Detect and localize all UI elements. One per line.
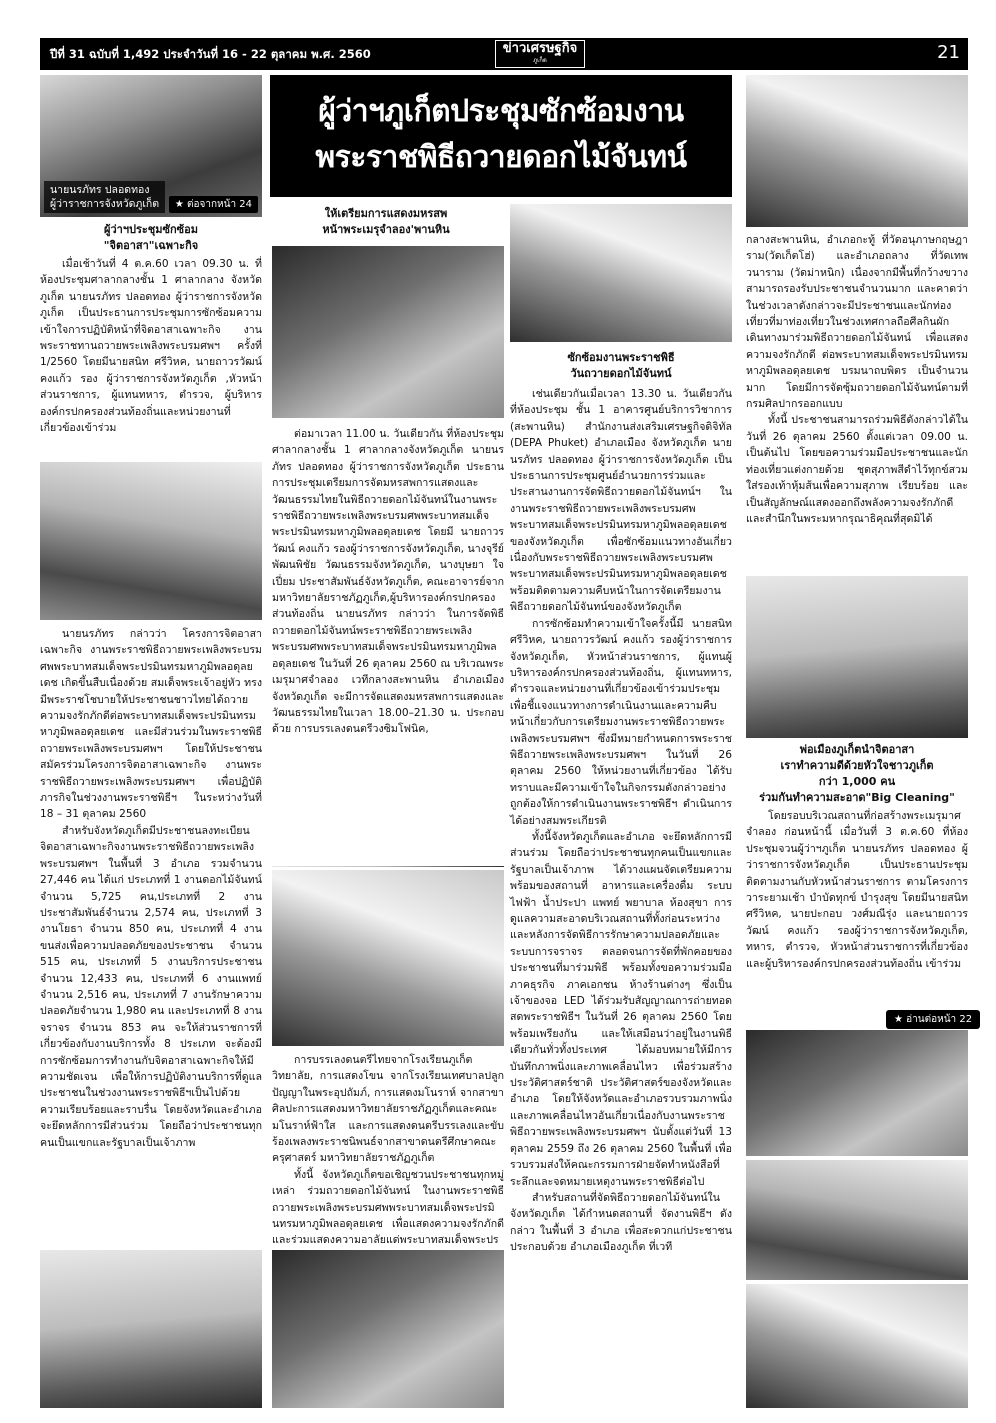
col4-heading-line4: ร่วมกันทำความสะอาด"Big Cleaning": [759, 791, 955, 804]
col4-heading-line3: กว่า 1,000 คน: [818, 775, 896, 788]
col2-para1: ต่อมาเวลา 11.00 น. วันเดียวกัน ที่ห้องประชุมศาลากลางชั้น 1 ศาลากลางจังหวัดภูเก็ต นายนรภัทร ปลอดทอง ผู้ว่าราชการจังหวัดภูเก็ต ประธานการประชุมเตรียมการจัดมหรสพการแสดงและวัฒนธรรมไทยในพิธีถวายดอกไม้จันทน์ในงานพระราชพิธีถวายพระเพลิงพระบรมศพพระบาทสมเด็จพระปรมินทรมหาภูมิพลอดุลยเดช โดยมี นายถาวรวัฒน์ คงแก้ว รองผู้ว่าราชการจังหวัดภูเก็ต, นางจุรีย์ พัฒนพิชัย วัฒนธรรมจังหวัดภูเก็ต, นางบุษยา ใจเปี่ยม ประชาสัมพันธ์จังหวัดภูเก็ต, คณะอาจารย์จากมหาวิทยาลัยราชภัฏภูเก็ต,ผู้บริหารองค์กรปกครองส่วนท้องถิ่น นายนรภัทร กล่าวว่า ในการจัดพิธีถวายดอกไม้จันทน์พระราชพิธีถวายพระเพลิงพระบรมศพพระบาทสมเด็จพระปรมินทรมหาภูมิพลอดุลยเดช ในวันที่ 26 ตุลาคม 2560 ณ บริเวณพระเมรุมาศจำลอง เวทีกลางสะพานหิน อำเภอเมืองจังหวัดภูเก็ต จะมีการจัดแสดงมหรสพการแสดงและวัฒนธรรมไทยในเวลา 18.00–21.30 น. ประกอบด้วย การบรรเลงดนตรีวงซิมโฟนิค,: [272, 428, 504, 736]
col4-text-a: [746, 232, 968, 572]
col1-heading-line1: ผู้ว่าฯประชุมซักซ้อม: [104, 223, 198, 236]
cleaning-photo-2: [746, 1030, 968, 1156]
col1-heading: [40, 222, 262, 254]
continued-from-tag[interactable]: [169, 196, 258, 213]
rehearsal-photo: [510, 204, 732, 342]
col4-para3: โดยรอบบริเวณสถานที่ก่อสร้างพระเมรุมาศจำลอง ก่อนหน้านี้ เมื่อวันที่ 3 ต.ค.60 ที่ห้องประชุมจวนผู้ว่าฯภูเก็ต นายนรภัทร ปลอดทอง ผู้ว่าราชการจังหวัดภูเก็ต เป็นประธานประชุมติดตามงานกับหัวหน้าส่วนราชการ ตามโครงการวาระยามเช้า บำบัดทุกข์ บำรุงสุข โดยมีนายสนิท ศรีวิหค, นายปะกอบ วงศ์มณีรุ่ง และนายถาวรวัฒน์ คงแก้ว รองผู้ว่าราชการจังหวัดภูเก็ต, ทหาร, ตำรวจ, หัวหน้าส่วนราชการที่เกี่ยวข้อง และผู้บริหารองค์กรปกครองส่วนท้องถิ่น เข้าร่วม: [746, 810, 968, 970]
col1-text-a: [40, 256, 262, 456]
issue-line: ปีที่ 31 ฉบับที่ 1,492 ประจำวันที่ 16 - 22 ตุลาคม พ.ศ. 2560: [50, 47, 371, 61]
col3-heading-line2: วันถวายดอกไม้จันทน์: [570, 367, 672, 380]
newspaper-logo: [495, 40, 585, 68]
governor-photo: [40, 75, 262, 217]
masthead: [40, 38, 968, 70]
officials-photo-bottom-left: [40, 1250, 262, 1408]
col2-text-a: [272, 426, 504, 866]
col3-para4: สำหรับสถานที่จัดพิธีถวายดอกไม้จันทน์ในจังหวัดภูเก็ต ได้กำหนดสถานที่ จัดงานพิธีฯ ดังกล่าว ในพื้นที่ 3 อำเภอ เพื่อสะดวกแก่ประชาชน ประกอบด้วย อำเภอเมืองภูเก็ต ที่เวที: [510, 1191, 732, 1254]
meeting-photo-col1: [40, 462, 262, 620]
continued-on-tag[interactable]: [886, 1010, 980, 1029]
cleaning-photo-1: [746, 576, 968, 738]
group-photo-top-right: [746, 75, 968, 227]
spacer-3: [272, 866, 504, 867]
continued-on-label: อ่านต่อหน้า 22: [906, 1014, 973, 1025]
page-number: 21: [937, 42, 960, 63]
audience-photo: [272, 870, 504, 1046]
star-icon: ★: [174, 199, 184, 210]
col2-text-b: [272, 1052, 504, 1248]
col1-heading-line2: "จิตอาสา"เฉพาะกิจ: [103, 239, 199, 252]
col3-heading-line1: ซักซ้อมงานพระราชพิธี: [567, 351, 675, 364]
governor-caption: [44, 181, 165, 213]
speaker-photo: [272, 246, 504, 418]
star-icon: ★: [894, 1014, 903, 1025]
col2-heading: [270, 206, 502, 238]
col3-para3: ทั้งนี้จังหวัดภูเก็ตและอำเภอ จะยึดหลักการมีส่วนร่วม โดยถือว่าประชาชนทุกคนเป็นแขกและรัฐบาลเป็นเจ้าภาพ ได้วางแผนจัดเตรียมความพร้อมของสถานที่ อาหารและเครื่องดื่ม ระบบไฟฟ้า น้ำประปา แพทย์ พยาบาล ห้องสุขา การดูแลความสะอาดบริเวณสถานที่ทั้งก่อนระหว่างและหลังการจัดพิธีการรักษาความปลอดภัยและระบบการจราจร ตลอดจนการจัดที่พักคอยของประชาชนที่มาร่วมพิธี พร้อมทั้งขอความร่วมมือภาคธุรกิจ ภาคเอกชน ห้างร้านต่างๆ ซึ่งเป็นเจ้าของจอ LED ได้ร่วมรับสัญญาณการถ่ายทอดสดพระราชพิธีฯ ในวันที่ 26 ตุลาคม 2560 โดยพร้อมเพรียงกัน และให้เสมือนว่าอยู่ในงานพิธีเดียวกันทั่วทั้งประเทศ ได้มอบหมายให้มีการบันทึกภาพนิ่งและภาพเคลื่อนไหว เพื่อร่วมสร้างประวัติศาสตร์ชาติ ประวัติศาสตร์ของจังหวัดและอำเภอ โดยให้จังหวัดและอำเภอรวบรวมภาพนิ่งและภาพเคลื่อนไหวอันเกี่ยวเนื่องกับงานพระราชพิธีถวายพระเพลิงพระบรมศพฯ นับตั้งแต่วันที่ 13 ตุลาคม 2559 ถึง 26 ตุลาคม 2560 ในพื้นที่ เพื่อรวบรวมส่งให้คณะกรรมการฝ่ายจัดทำหนังสือที่ระลึกและจดหมายเหตุงานพระราชพิธีต่อไป: [510, 830, 732, 1188]
logo-title: ข่าวเศรษฐกิจ: [502, 41, 578, 56]
continued-from-label: ต่อจากหน้า 24: [187, 199, 252, 210]
main-headline: [270, 75, 732, 197]
ceremony-photo-bottom: [272, 1250, 504, 1408]
col3-text: [510, 386, 732, 1408]
col1-para1: เมื่อเช้าวันที่ 4 ต.ค.60 เวลา 09.30 น. ที่ห้องประชุมศาลากลางชั้น 1 ศาลากลาง จังหวัดภูเก็ต นายนรภัทร ปลอดทอง ผู้ว่าราชการจังหวัดภูเก็ต เป็นประธานการประชุมการซักซ้อมความเข้าใจการปฏิบัติหน้าที่จิตอาสาเฉพาะกิจ งานพระราชทานถวายพระเพลิงพระบรมศพฯ ครั้งที่ 1/2560 โดยมีนายสนิท ศรีวิหค, นายถาวรวัฒน์ คงแก้ว รอง ผู้ว่าราชการจังหวัดภูเก็ต ,หัวหน้าส่วนราชการ, ผู้แทนทหาร, ตำรวจ, ผู้บริหารองค์กรปกครองส่วนท้องถิ่นและหน่วยงานที่เกี่ยวข้องเข้าร่วม: [40, 258, 262, 435]
col2-heading-line2: หน้าพระเมรุจำลอง'พานหิน: [322, 223, 450, 236]
col1-text-b: [40, 626, 262, 1260]
governor-title: ผู้ว่าราชการจังหวัดภูเก็ต: [50, 198, 160, 210]
col1-para2: นายนรภัทร กล่าวว่า โครงการจิตอาสาเฉพาะกิจ งานพระราชพิธีถวายพระเพลิงพระบรมศพพระบาทสมเด็จพระปรมินทรมหาภูมิพลอดุลยเดช เกิดขึ้นสืบเนื่องด้วย สมเด็จพระเจ้าอยู่หัว ทรงมีพระราชโชบายให้ประชาชนชาวไทยได้ถวายความจงรักภักดีต่อพระบาทสมเด็จพระปรมินทรมหาภูมิพลอดุลยเดช และมีส่วนร่วมในพระราชพิธีถวายพระเพลิงพระบรมศพฯ โดยให้ประชาชนสมัครร่วมโครงการจิตอาสาเฉพาะกิจ งานพระราชพิธีถวายพระเพลิงพระบรมศพฯ เพื่อปฏิบัติภารกิจในช่วงงานพระราชพิธีฯ ในระหว่างวันที่ 18 – 31 ตุลาคม 2560: [40, 628, 262, 821]
col4-para2: ทั้งนี้ ประชาชนสามารถร่วมพิธีดังกล่าวได้ในวันที่ 26 ตุลาคม 2560 ตั้งแต่เวลา 09.00 น. เป็นต้นไป โดยขอความร่วมมือประชาชนและนักท่องเที่ยวแต่งกายด้วย ชุดสุภาพสีดำไว้ทุกข์สวมใส่รองเท้าหุ้มส้นเพื่อความสุภาพ เรียบร้อย และเป็นสัญลักษณ์แสดงออกถึงพลังความจงรักภักดีและสำนึกในพระมหากรุณาธิคุณที่สุดมิได้: [746, 414, 968, 525]
col4-heading-line1: พ่อเมืองภูเก็ตนำจิตอาสา: [799, 743, 915, 756]
col4-heading-line2: เราทำความดีด้วยหัวใจชาวภูเก็ต: [780, 759, 934, 772]
headline-line-2: พระราชพิธีถวายดอกไม้จันทน์: [315, 140, 687, 175]
col1-para3: สำหรับจังหวัดภูเก็ตมีประชาชนลงทะเบียนจิตอาสาเฉพาะกิจงานพระราชพิธีถวายพระเพลิงพระบรมศพฯ ในพื้นที่ 3 อำเภอ รวมจำนวน 27,446 คน ได้แก่ ประเภทที่ 1 งานดอกไม้จันทน์ จำนวน 5,725 คน,ประเภทที่ 2 งานประชาสัมพันธ์จำนวน 2,574 คน, ประเภทที่ 3 งานโยธา จำนวน 850 คน, ประเภทที่ 4 งานขนส่งเพื่อความปลอดภัยของประชาชน จำนวน 515 คน, ประเภทที่ 5 งานบริการประชาชน จำนวน 12,433 คน, ประเภทที่ 6 งานแพทย์ จำนวน 2,516 คน, ประเภทที่ 7 งานรักษาความปลอดภัยจำนวน 1,980 คน และประเภทที่ 8 งานจราจร จำนวน 853 คน จะให้ส่วนราชการที่เกี่ยวข้องกับงานบริการทั้ง 8 ประเภท จะต้องมีการซักซ้อมการทำงานกับจิตอาสาเฉพาะกิจให้มีความชัดเจน เพื่อให้การปฏิบัติงานบริการที่ดูแลประชาชนในช่วงงานพระราชพิธีฯเป็นไปด้วยความเรียบร้อยและราบรื่น โดยจังหวัดและอำเภอ จะยึดหลักการมีส่วนร่วม โดยถือว่าประชาชนทุกคนเป็นแขกและรัฐบาลเป็นเจ้าภาพ: [40, 824, 262, 1149]
cleaning-photo-3: [746, 1160, 968, 1280]
logo-sub: ภูเก็ต: [533, 57, 547, 64]
col3-para2: การซักซ้อมทำความเข้าใจครั้งนี้มี นายสนิท ศรีวิหค, นายถาวรวัฒน์ คงแก้ว รองผู้ว่าราชการจังหวัดภูเก็ต, หัวหน้าส่วนราชการ, ผู้แทนผู้บริหารองค์กรปกครองส่วนท้องถิ่น, ผู้แทนทหาร, ตำรวจและหน่วยงานที่เกี่ยวข้องเข้าร่วมประชุมเพื่อชี้แจงแนวทางการดำเนินงานและความคืบหน้าเกี่ยวกับการเตรียมงานพระราชพิธีถวายพระเพลิงพระบรมศพฯ ซึ่งมีหมายกำหนดการพระราชพิธีถวายพระเพลิงพระบรมศพฯ ในวันที่ 26 ตุลาคม 2560 ให้หน่วยงานที่เกี่ยวข้อง ได้รับทราบและมีความเข้าใจในกิจกรรมดังกล่าวอย่างถูกต้องให้การดำเนินงานพระราชพิธีฯ ดำเนินการได้อย่างสมพระเกียรติ: [510, 617, 732, 827]
governor-name: นายนรภัทร ปลอดทอง: [50, 184, 150, 196]
col2-heading-line1: ให้เตรียมการแสดงมหรสพ: [324, 207, 448, 220]
col2-para2: การบรรเลงดนตรีไทยจากโรงเรียนภูเก็ตวิทยาลัย, การแสดงโขน จากโรงเรียนเทศบาลปลูกปัญญาในพระอุปถัมภ์, การแสดงมโนราห์ จากสาขาศิลปะการแสดงมหาวิทยาลัยราชภัฏภูเก็ตและคณะมโนราห์ฟ้าใส และการแสดงดนตรีบรรเลงและขับร้องเพลงพระราชนิพนธ์จากสาขาดนตรีศึกษาคณะครุศาสตร์ มหาวิทยาลัยราชภัฏภูเก็ต: [272, 1054, 504, 1165]
col4-para1: กลางสะพานหิน, อำเภอกะทู้ ที่วัดอนุภาษกฤษฎาราม(วัดเก็ตโฮ่) และอำเภอถลาง ที่วัดเทพวนาราม (วัดม่าหนิก) เนื่องจากมีพื้นที่กว้างขวางสามารถรองรับประชาชนจำนวนมาก และคาดว่าในช่วงเวลาดังกล่าวจะมีประชาชนและนักท่องเที่ยวที่มาท่องเที่ยวในช่วงเทศกาลถือศีลกินผัก เดินทางมาร่วมพิธีถวายดอกไม้จันทน์ เพื่อแสดงความจงรักภักดี ต่อพระบาทสมเด็จพระปรมินทรมหาภูมิพลอดุลยเดช บรมนาถบพิตร เป็นจำนวนมาก โดยมีการจัดซุ้มถวายดอกไม้จันทน์ตามที่กรมศิลปากรออกแบบ: [746, 234, 968, 411]
col2-para3: ทั้งนี้ จังหวัดภูเก็ตขอเชิญชวนประชาชนทุกหมู่เหล่า ร่วมถวายดอกไม้จันทน์ ในงานพระราชพิธีถวายพระเพลิงพระบรมศพพระบาทสมเด็จพระปรมินทรมหาภูมิพลอดุลยเดช เพื่อแสดงความจงรักภักดี และร่วมแสดงความอาลัยแด่พระบาทสมเด็จพระปร: [272, 1168, 504, 1247]
headline-line-1: ผู้ว่าฯภูเก็ตประชุมซักซ้อมงาน: [318, 94, 684, 129]
col4-text-b: [746, 808, 968, 1004]
cleaning-photo-4: [746, 1284, 968, 1408]
col3-para1: เช่นเดียวกันเมื่อเวลา 13.30 น. วันเดียวกันที่ห้องประชุม ชั้น 1 อาคารศูนย์บริการวิชาการ (สะพานหิน) สำนักงานส่งเสริมเศรษฐกิจดิจิทัล (DEPA Phuket) อำเภอเมือง จังหวัดภูเก็ต นายนรภัทร ปลอดทอง ผู้ว่าราชการจังหวัดภูเก็ต เป็นประธานการประชุมศูนย์อำนวยการร่วมและประสานงานการจัดพิธีถวายดอกไม้จันทน์ฯ ในงานพระราชพิธีถวายพระเพลิงพระบรมศพพระบาทสมเด็จพระปรมินทรมหาภูมิพลอดุลยเดชของจังหวัดภูเก็ต เพื่อซักซ้อมแนวทางอันเกี่ยวเนื่องกับพระราชพิธีถวายพระเพลิงพระบรมศพพระบาทสมเด็จพระปรมินทรมหาภูมิพลอดุลยเดช พร้อมติดตามความคืบหน้าในการจัดเตรียมงานพิธีถวายดอกไม้จันทน์ของจังหวัดภูเก็ต: [510, 388, 732, 614]
col3-heading: [510, 350, 732, 382]
col4-heading: [746, 742, 968, 806]
